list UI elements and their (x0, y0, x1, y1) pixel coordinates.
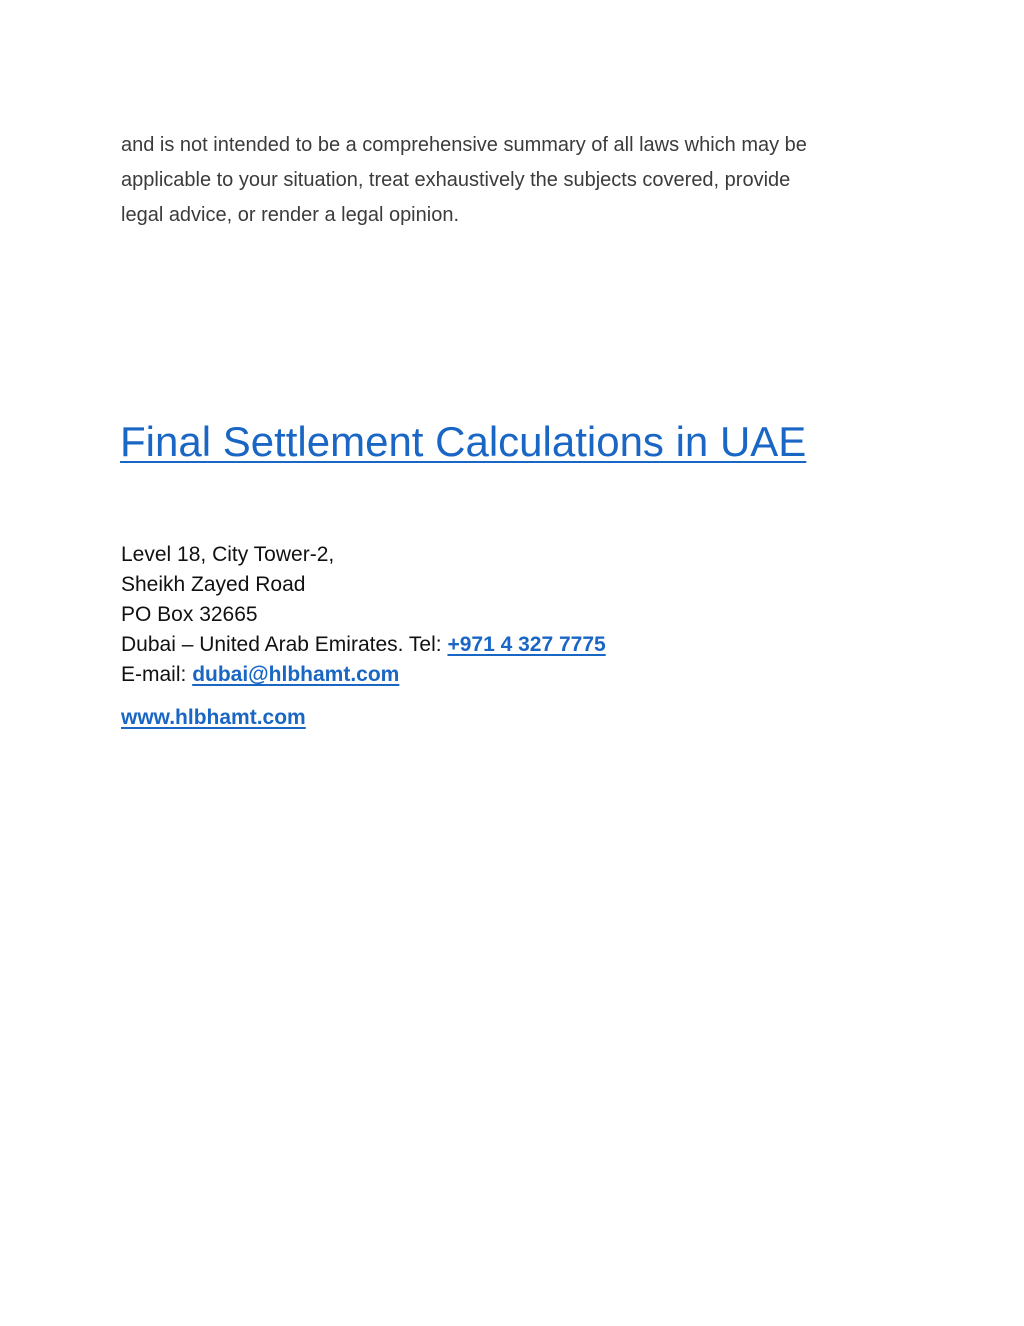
email-label: E-mail: (121, 663, 193, 686)
website-line (121, 703, 306, 733)
address-block (121, 540, 606, 690)
disclaimer-line: applicable to your situation, treat exhaustively the subjects covered, provide (121, 169, 791, 191)
page-title-link[interactable]: Final Settlement Calculations in UAE (120, 418, 807, 465)
disclaimer-line: legal advice, or render a legal opinion. (121, 204, 459, 226)
disclaimer-line: and is not intended to be a comprehensive summary of all laws which may be (121, 134, 807, 156)
phone-link[interactable]: +971 4 327 7775 (447, 633, 606, 656)
address-line-3: PO Box 32665 (121, 603, 258, 626)
email-line (121, 660, 606, 690)
address-line-2: Sheikh Zayed Road (121, 573, 306, 596)
website-link[interactable]: www.hlbhamt.com (121, 706, 306, 729)
email-link[interactable]: dubai@hlbhamt.com (192, 663, 400, 686)
address-line-4 (121, 630, 606, 660)
address-line-1: Level 18, City Tower-2, (121, 543, 335, 566)
address-country-tel-label: Dubai – United Arab Emirates. Tel: (121, 633, 448, 656)
disclaimer-paragraph (121, 128, 921, 233)
